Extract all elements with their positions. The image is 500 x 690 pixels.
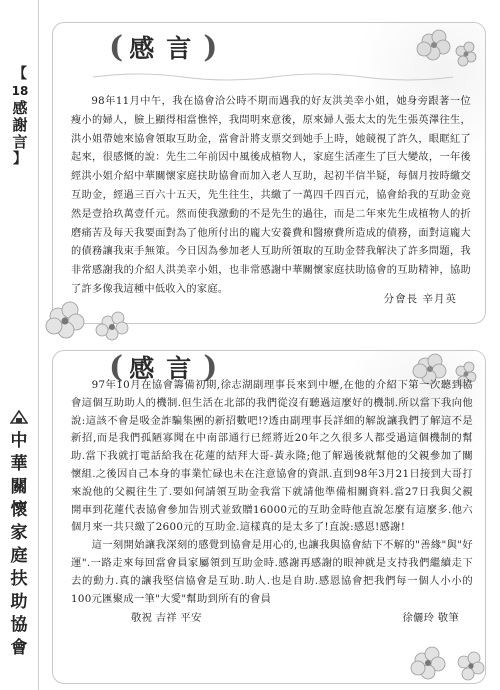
- organization-logo-icon: [10, 410, 28, 424]
- left-sidebar: [0, 0, 39, 690]
- letter1-body: 98年11月中午，我在協會洽公時不期而遇我的好友洪美幸小姐，她身旁跟著一位瘦小的婦人，臉上顯得相當憔悴，我問明來意後，原來婦人張太太的先生張英澤往生，洪小姐帶她來協會領取互助金，當會計將支票交到她手上時，她競視了許久，眼眶紅了起來，很感慨的說：先生二年前因中風後成植物人，家庭生活產生了巨大變故，一年後經洪小姐介紹中華關懷家庭扶助協會而加入老人互助，起初半信半疑，每個月按時繳交互助金，經過三百六十五天，先生往生，共繳了一萬四千四百元，協會給我的互助金竟然是壹拾玖萬壹仟元。然而使我激動的不是先生的過往，而是二年來先生成植物人的折磨痛苦及每天我要面對為了他所付出的龐大安養費和醫療費所造成的債務，面對這龐大的債務讓我束手無策。今日因為參加老人互助所領取的互助金替我解決了許多問題，我非常感謝我的介紹人洪美幸小姐，也非常感謝中華關懷家庭扶助協會的互助精神，協助了許多像我這種中低收入的家庭。: [71, 96, 471, 295]
- wave-decoration-icon: [93, 71, 453, 83]
- flower-decoration-icon: [409, 27, 481, 71]
- letter1-title-block: ( 感言 ): [109, 29, 218, 65]
- testimonial-panel-2: [52, 350, 486, 684]
- flower-cluster-icon: [38, 292, 158, 352]
- letter2-title-block: ( 感言 ): [109, 350, 218, 385]
- section-tab: 【 18 感謝言 】: [6, 66, 34, 168]
- letter2-closing-line: [71, 610, 473, 628]
- letter2-title: 感言: [129, 354, 204, 383]
- letter2-closing: 敬祝 吉祥 平安: [131, 612, 202, 625]
- testimonial-panel-1: [52, 22, 486, 324]
- page-number: 18: [11, 84, 29, 98]
- main-content: [40, 0, 500, 690]
- letter2-body: [71, 377, 473, 628]
- letter1-signature: 分會長 辛月英: [383, 293, 457, 305]
- letter2-signature: 徐儷玲 敬筆: [402, 612, 459, 625]
- letter2-paragraph-2: 這一刻開始讓我深刻的感覺到協會是用心的,也讓我與協會結下不解的"善緣"與"好運".一路走來每回當會員家屬領到互助金時.感謝再感謝的眼神就是支持我們繼續走下去的動力.真的讓我堅信協會是互助.助人.也是自助.感恩協會把我們每一個人小小的100元匯聚成一筆"大愛"幫助到所有的會員: [71, 539, 473, 605]
- flower-cluster-icon: [400, 640, 496, 686]
- organization-name-vertical: [0, 410, 38, 660]
- org-name-text: 中華關懷家庭扶助協會: [10, 431, 28, 658]
- letter2-paragraph-1: 97年10月在協會籌備初期,徐志湖副理事長來到中壢,在他的介紹下第一次聽到協會這個互助助人的機制.但生活在北部的我們從沒有聽過這麼好的機制.所以當下我向他說:這該不會是吸金詐騙集團的新招數吧!?透由副理事長詳細的解說讓我們了解這不是新招,而是我們孤陋寡聞在中南部通行已經將近20年之久很多人都受過這個機制的幫助.當下我就打電話給我在花蓮的結拜大哥-黃永隆;他了解過後就幫他的父親參加了關懷組.之後因自己本身的事業忙碌也未在注意協會的資訊.直到98年3月21日接到大哥打來說他的父親往生了.要如何請領互助金我當下就請他準備相關資料.當27日我與父親開車到花蓮代表協會參加告別式並致贈16000元的互助金時他直說怎麼有這麼多.他六個月來一共只繳了2600元的互助金.這樣真的是太多了!直說:感恩!感謝!: [71, 379, 473, 534]
- letter1-title: 感言: [129, 34, 204, 63]
- section-label: 感謝言: [12, 99, 28, 151]
